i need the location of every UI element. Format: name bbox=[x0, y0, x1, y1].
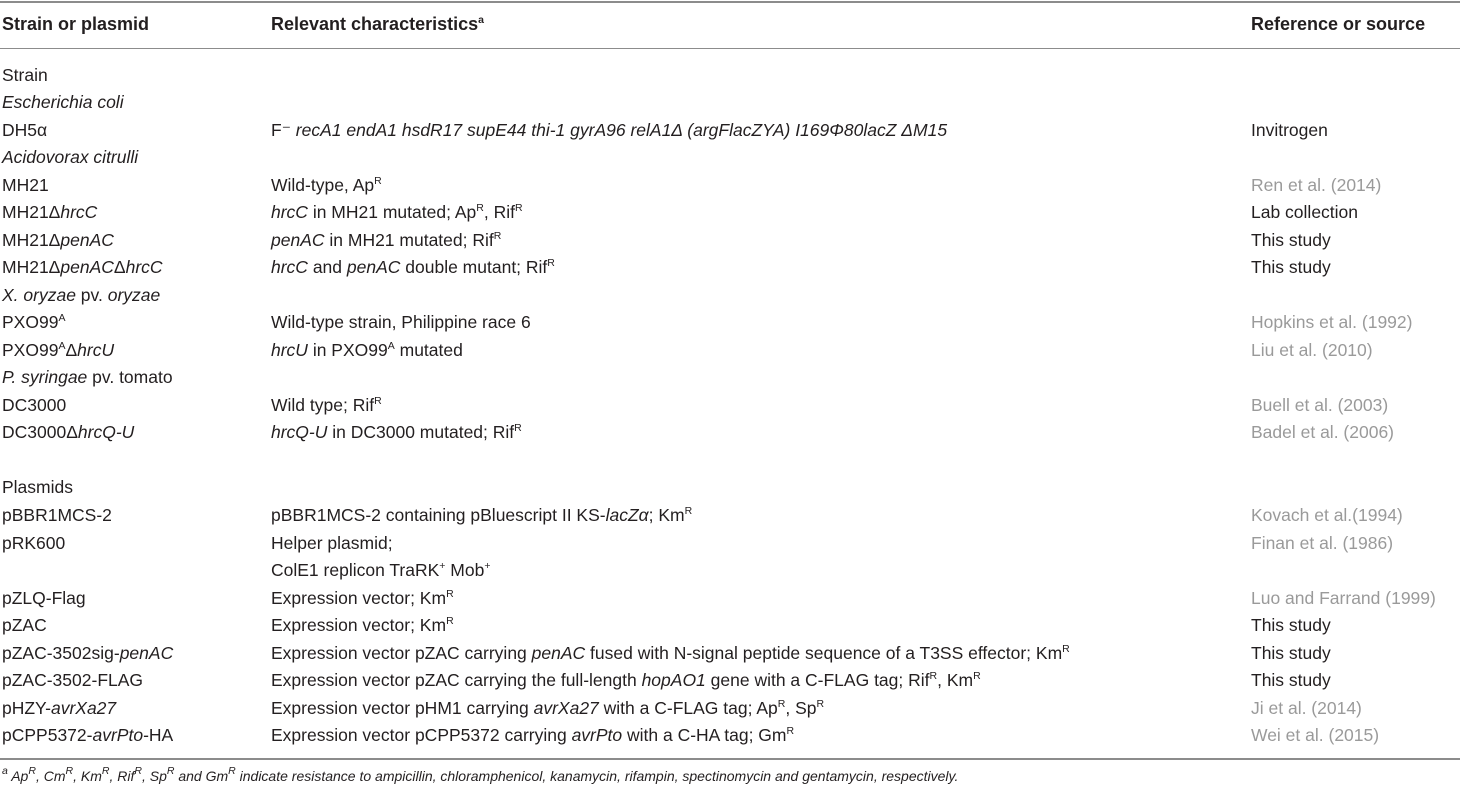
cell-strain-or-plasmid: pZAC bbox=[2, 615, 47, 635]
cell-strain-or-plasmid: pRK600 bbox=[2, 533, 66, 553]
cell-reference: Invitrogen bbox=[1251, 120, 1328, 140]
cell-strain-or-plasmid: MH21ΔpenACΔhrcC bbox=[2, 257, 163, 277]
cell-strain-or-plasmid: Strain bbox=[2, 65, 48, 85]
table-row bbox=[0, 474, 1460, 501]
table-row bbox=[0, 722, 1460, 749]
cell-reference: Liu et al. (2010) bbox=[1251, 340, 1373, 360]
table-row bbox=[0, 695, 1460, 722]
cell-characteristics: ColE1 replicon TraRK+ Mob+ bbox=[271, 560, 491, 580]
table-top-rule bbox=[0, 1, 1460, 3]
table-footnote: $^a$ $Ap^R$, $Cm^R$, $Km^R$, Rif$^R$, $Sp^R$ and $Gm^R$ indicate resistance to ampicillin, chloramphenicol, kanamycin, rifampin, spectinomycin and gentamycin, respectively. bbox=[2, 765, 959, 784]
cell-reference: This study bbox=[1251, 615, 1331, 635]
cell-reference: Hopkins et al. (1992) bbox=[1251, 312, 1413, 332]
header-strain-or-plasmid: Strain or plasmid bbox=[2, 14, 150, 34]
table-row bbox=[0, 530, 1460, 557]
table-row bbox=[0, 557, 1460, 584]
cell-characteristics: Wild type; Rif$^R$ bbox=[271, 395, 382, 415]
cell-reference: Buell et al. (2003) bbox=[1251, 395, 1389, 415]
cell-reference: Kovach et al.(1994) bbox=[1251, 505, 1403, 525]
table-row bbox=[0, 89, 1460, 116]
table-row bbox=[0, 337, 1460, 364]
cell-reference: This study bbox=[1251, 670, 1331, 690]
cell-characteristics: Expression vector pZAC carrying penAC fused with N-signal peptide sequence of a T3SS effector; $Km^R$ bbox=[271, 643, 1070, 663]
header-relevant-characteristics: Relevant characteristics$^a$ bbox=[271, 14, 484, 34]
cell-characteristics: Helper plasmid; bbox=[271, 533, 393, 553]
cell-characteristics: Wild-type strain, Philippine race 6 bbox=[271, 312, 531, 332]
cell-characteristics: hrcC in MH21 mutated; $Ap^R$, Rif$^R$ bbox=[271, 202, 523, 222]
cell-strain-or-plasmid: pZLQ-Flag bbox=[2, 588, 86, 608]
cell-reference: This study bbox=[1251, 230, 1331, 250]
cell-strain-or-plasmid: MH21ΔpenAC bbox=[2, 230, 114, 250]
cell-characteristics: hrcQ-U in DC3000 mutated; Rif$^R$ bbox=[271, 422, 522, 442]
table-row bbox=[0, 502, 1460, 529]
table-row bbox=[0, 199, 1460, 226]
cell-reference: Ji et al. (2014) bbox=[1251, 698, 1362, 718]
cell-reference: Badel et al. (2006) bbox=[1251, 422, 1395, 442]
cell-strain-or-plasmid: pCPP5372-avrPto-HA bbox=[2, 725, 174, 745]
cell-characteristics: penAC in MH21 mutated; Rif$^R$ bbox=[271, 230, 502, 250]
cell-strain-or-plasmid: X. oryzae pv. oryzae bbox=[2, 285, 161, 305]
cell-strain-or-plasmid: Escherichia coli bbox=[2, 92, 124, 112]
table-row bbox=[0, 117, 1460, 144]
cell-strain-or-plasmid: MH21ΔhrcC bbox=[2, 202, 98, 222]
cell-reference: Luo and Farrand (1999) bbox=[1251, 588, 1436, 608]
cell-characteristics: Expression vector pHM1 carrying avrXa27 with a C-FLAG tag; $Ap^R$, $Sp^R$ bbox=[271, 698, 825, 718]
cell-strain-or-plasmid: pZAC-3502sig-penAC bbox=[2, 643, 174, 663]
table-row bbox=[0, 585, 1460, 612]
table-row bbox=[0, 309, 1460, 336]
header-reference-or-source: Reference or source bbox=[1251, 14, 1426, 34]
table-row bbox=[0, 144, 1460, 171]
table-row bbox=[0, 612, 1460, 639]
cell-strain-or-plasmid: DC3000ΔhrcQ-U bbox=[2, 422, 135, 442]
cell-characteristics: hrcU in $PXO99^A$ mutated bbox=[271, 340, 463, 360]
cell-strain-or-plasmid: P. syringae pv. tomato bbox=[2, 367, 173, 387]
table-row bbox=[0, 667, 1460, 694]
cell-strain-or-plasmid: $PXO99^A\Delta hrcU$ bbox=[2, 340, 115, 360]
table-row bbox=[0, 254, 1460, 281]
cell-strain-or-plasmid: pZAC-3502-FLAG bbox=[2, 670, 144, 690]
cell-strain-or-plasmid: Acidovorax citrulli bbox=[2, 147, 139, 167]
table-row bbox=[0, 392, 1460, 419]
table-bottom-rule bbox=[0, 758, 1460, 760]
cell-reference: This study bbox=[1251, 643, 1331, 663]
cell-reference: Ren et al. (2014) bbox=[1251, 175, 1382, 195]
table-row bbox=[0, 227, 1460, 254]
table-row bbox=[0, 419, 1460, 446]
cell-characteristics: Expression vector; $Km^R$ bbox=[271, 588, 454, 608]
cell-characteristics: Expression vector pZAC carrying the full-length hopAO1 gene with a C-FLAG tag; Rif$^R$, $Km^R$ bbox=[271, 670, 981, 690]
cell-reference: Finan et al. (1986) bbox=[1251, 533, 1394, 553]
cell-strain-or-plasmid: MH21 bbox=[2, 175, 49, 195]
cell-strain-or-plasmid: DC3000 bbox=[2, 395, 67, 415]
table-row bbox=[0, 62, 1460, 89]
cell-reference: Wei et al. (2015) bbox=[1251, 725, 1380, 745]
cell-strain-or-plasmid: pHZY-avrXa27 bbox=[2, 698, 117, 718]
cell-characteristics: Expression vector pCPP5372 carrying avrPto with a C-HA tag; $Gm^R$ bbox=[271, 725, 795, 745]
cell-strain-or-plasmid: DH5α bbox=[2, 120, 48, 140]
cell-strain-or-plasmid: Plasmids bbox=[2, 477, 73, 497]
cell-reference: This study bbox=[1251, 257, 1331, 277]
cell-characteristics: hrcC and penAC double mutant; Rif$^R$ bbox=[271, 257, 555, 277]
table-header-rule bbox=[0, 48, 1460, 49]
table-row bbox=[0, 282, 1460, 309]
cell-characteristics: pBBR1MCS-2 containing pBluescript II KS-lacZα; $Km^R$ bbox=[271, 505, 693, 525]
cell-strain-or-plasmid: pBBR1MCS-2 bbox=[2, 505, 112, 525]
table-row bbox=[0, 172, 1460, 199]
cell-reference: Lab collection bbox=[1251, 202, 1359, 222]
table-row bbox=[0, 364, 1460, 391]
cell-characteristics: Expression vector; $Km^R$ bbox=[271, 615, 454, 635]
cell-characteristics: Wild-type, $Ap^R$ bbox=[271, 175, 382, 195]
cell-strain-or-plasmid: $PXO99^A$ bbox=[2, 312, 66, 332]
cell-characteristics: F⁻ recA1 endA1 hsdR17 supE44 thi-1 gyrA96 relA1Δ (argFlacZYA) I169Φ80lacZ ΔM15 bbox=[271, 120, 948, 140]
table-row bbox=[0, 640, 1460, 667]
